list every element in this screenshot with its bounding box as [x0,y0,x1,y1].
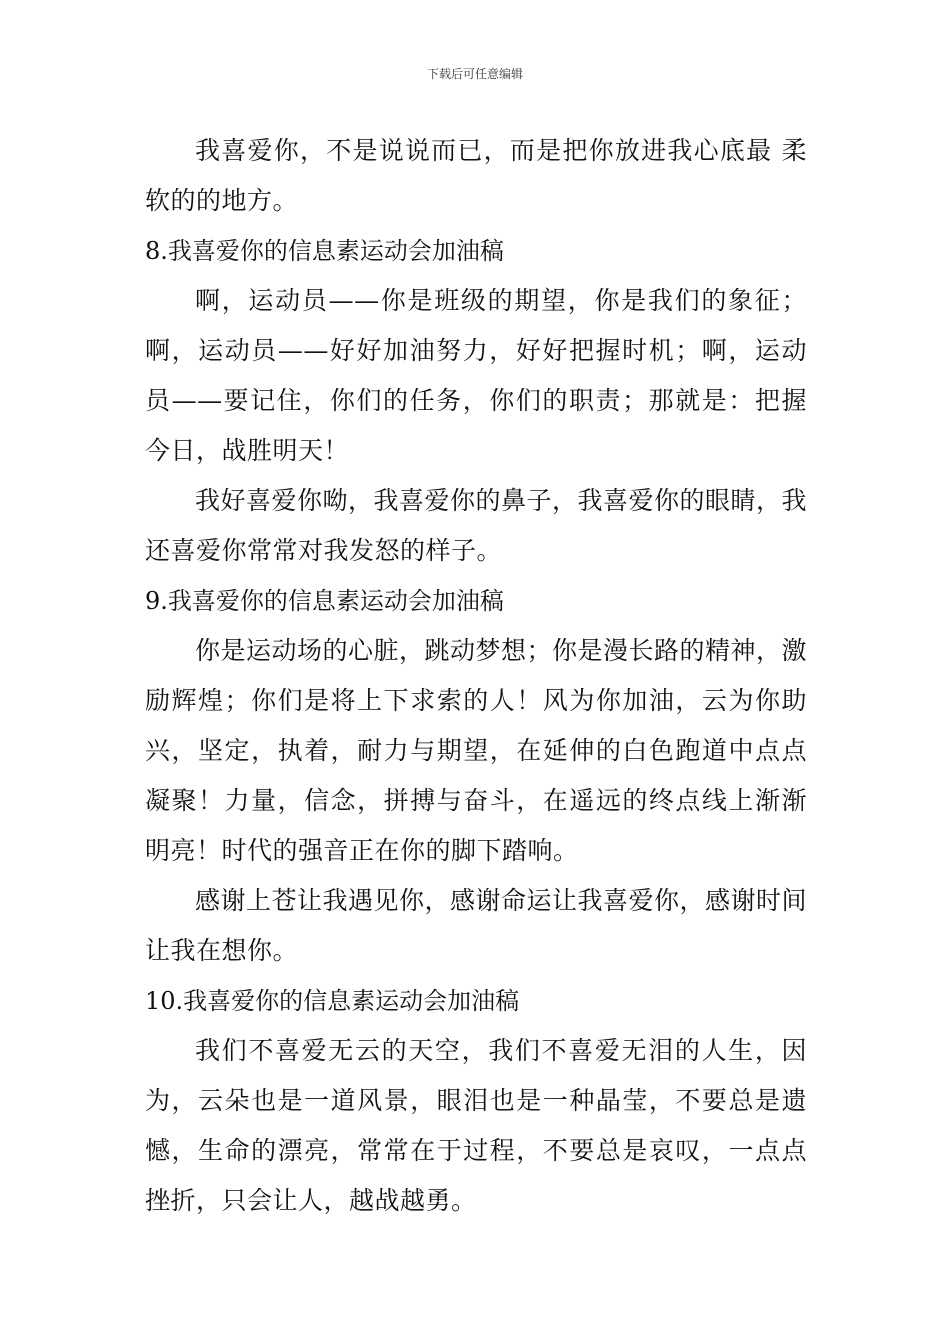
paragraph-1: 我喜爱你，不是说说而已，而是把你放进我心底最 柔软的的地方。 [145,136,807,215]
section-heading-8: 8.我喜爱你的信息素运动会加油稿 [145,237,504,265]
paragraph-5: 感谢上苍让我遇见你，感谢命运让我喜爱你，感谢时间让我在想你。 [145,886,808,965]
paragraph-6: 我们不喜爱无云的天空，我们不喜爱无泪的人生，因为，云朵也是一道风景，眼泪也是一种晶莹，不要总是遗憾，生命的漂亮，常常在于过程，不要总是哀叹，一点点挫折，只会让人，越战越勇。 [145,1036,807,1215]
paragraph-3: 我好喜爱你呦，我喜爱你的鼻子，我喜爱你的眼睛，我还喜爱你常常对我发怒的样子。 [145,486,808,565]
paragraph-2: 啊，运动员——你是班级的期望，你是我们的象征；啊，运动员——好好加油努力，好好把握时机；啊，运动员——要记住，你们的任务，你们的职责；那就是：把握今日，战胜明天！ [145,286,807,465]
document-body [145,126,807,1226]
section-heading-10: 10.我喜爱你的信息素运动会加油稿 [145,987,520,1015]
page-header: 下载后可任意编辑 [426,67,523,81]
paragraph-4: 你是运动场的心脏，跳动梦想；你是漫长路的精神，激励辉煌；你们是将上下求索的人！风为你加油，云为你助兴，坚定，执着，耐力与期望，在延伸的白色跑道中点点凝聚！力量，信念，拼搏与奋斗，在遥远的终点线上渐渐明亮！时代的强音正在你的脚下踏响。 [145,636,808,865]
section-heading-9: 9.我喜爱你的信息素运动会加油稿 [145,587,504,615]
